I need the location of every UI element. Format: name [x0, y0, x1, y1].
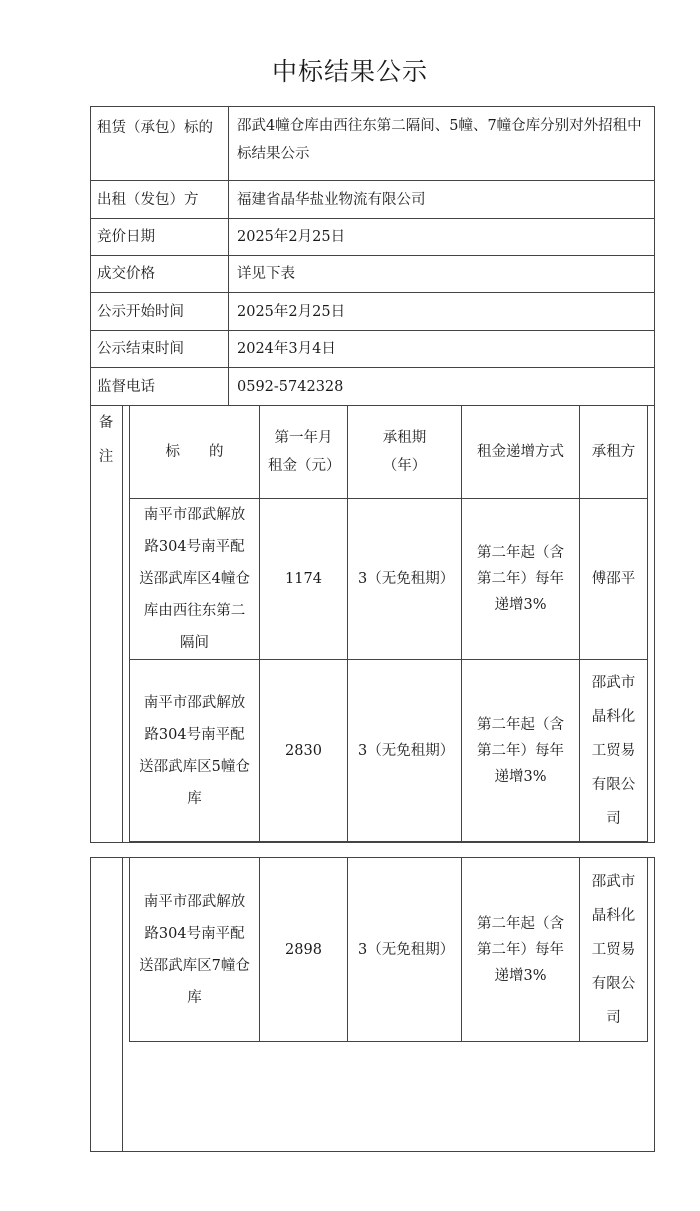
table-row-2-term: 3（无免租期）: [358, 743, 455, 759]
page-title: 中标结果公示: [271, 57, 428, 86]
info-value-subject: 邵武4幢仓库由西往东第二隔间、5幢、7幢仓库分别对外招租中标结果公示: [237, 118, 642, 162]
info-label-phone: 监督电话: [97, 378, 155, 395]
table-row-1-subject: 南平市邵武解放路304号南平配送邵武库区4幢仓库由西往东第二隔间: [139, 507, 250, 651]
table-row-2-subject: 南平市邵武解放路304号南平配送邵武库区5幢仓库: [139, 695, 250, 807]
divider: [122, 405, 123, 843]
table-row-2-lessee: 邵武市晶科化工贸易有限公司: [591, 675, 636, 827]
remark-label: 备注: [98, 415, 114, 465]
table-row-3-subject: 南平市邵武解放路304号南平配送邵武库区7幢仓库: [139, 893, 250, 1006]
table-row-2-rent: 2830: [285, 743, 322, 759]
info-value-end: 2024年3月4日: [237, 341, 336, 357]
table-row-3-lessee: 邵武市晶科化工贸易有限公司: [591, 873, 636, 1026]
divider: [122, 857, 123, 1152]
info-label-start: 公示开始时间: [97, 303, 184, 320]
table-row-3-increase: 第二年起（含第二年）每年递增3%: [477, 915, 564, 984]
col-header-rent: 第一年月租金（元）: [268, 430, 341, 474]
info-label-end: 公示结束时间: [97, 341, 184, 357]
info-label-bid-date: 竞价日期: [97, 229, 155, 245]
info-label-price: 成交价格: [97, 266, 155, 282]
info-value-price: 详见下表: [237, 266, 295, 282]
table-row-1-rent: 1174: [285, 571, 322, 587]
col-header-subject: 标 的: [165, 444, 224, 460]
info-value-bid-date: 2025年2月25日: [237, 229, 346, 245]
table-row-1-lessee: 傅邵平: [591, 571, 636, 587]
table-row-3-term: 3（无免租期）: [358, 941, 455, 958]
table-row-1-increase: 第二年起（含第二年）每年递增3%: [477, 545, 564, 613]
table-row-1-term: 3（无免租期）: [358, 571, 455, 587]
table-row-3-rent: 2898: [285, 941, 322, 958]
table-row-2-increase: 第二年起（含第二年）每年递增3%: [477, 717, 564, 785]
col-header-increase: 租金递增方式: [477, 444, 564, 460]
info-label-subject: 租赁（承包）标的: [97, 120, 213, 136]
info-value-lessor: 福建省晶华盐业物流有限公司: [237, 191, 426, 208]
col-header-term: 承租期（年）: [382, 430, 427, 474]
info-label-lessor: 出租（发包）方: [97, 191, 199, 208]
col-header-lessee: 承租方: [591, 444, 636, 460]
info-value-start: 2025年2月25日: [237, 303, 346, 320]
info-value-phone: 0592-5742328: [237, 378, 344, 395]
